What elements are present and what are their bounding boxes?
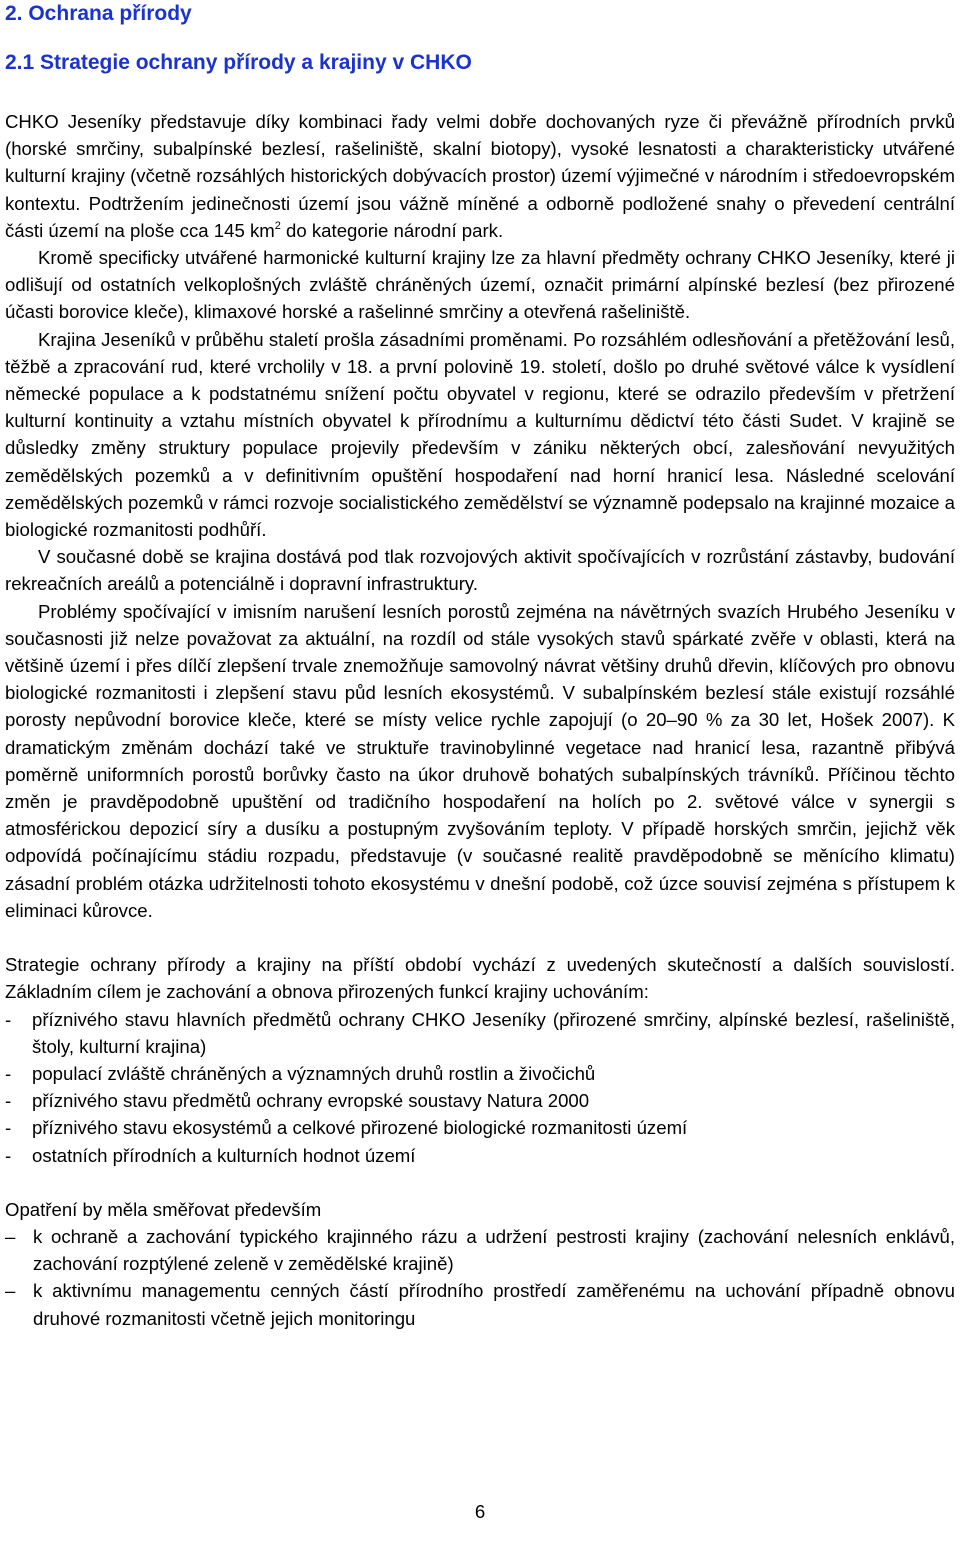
list-item-text: populací zvláště chráněných a významných druhů rostlin a živočichů (32, 1062, 596, 1084)
dash-bullet: - (5, 1144, 12, 1166)
list-item-text: příznivého stavu hlavních předmětů ochrany CHKO Jeseníky (přirozené smrčiny, alpínské bezlesí, rašeliniště, štoly, kulturní krajina) (32, 1008, 955, 1057)
section-heading: 2.1 Strategie ochrany přírody a krajiny v CHKO (5, 51, 472, 74)
dash-bullet: - (5, 1090, 12, 1112)
document-page (5, 0, 955, 1332)
dash-bullet: - (5, 1062, 12, 1084)
paragraph-development-pressure: V současné době se krajina dostává pod tlak rozvojových aktivit spočívajících v rozrůstání zástavby, budování rekreačních areálů a potenciálně i dopravní infrastruktury. (5, 546, 955, 595)
page-number: 6 (474, 1501, 486, 1522)
list-item-text: příznivého stavu předmětů ochrany evropské soustavy Natura 2000 (32, 1090, 590, 1112)
list-item (5, 1142, 955, 1169)
list-item-text: k aktivnímu managementu cenných částí přírodního prostředí zaměřenému na uchování případně obnovu druhové rozmanitosti včetně jejich monitoringu (33, 1280, 955, 1329)
paragraph-landscape-history: Krajina Jeseníků v průběhu staletí prošla zásadními proměnami. Po rozsáhlém odlesňování a přetěžování lesů, těžbě a zpracování rud, které vrcholily v 18. a první polovině 19. století, došlo po druhé světové válce k vysídlení německé populace a k podstatnému snížení počtu obyvatel v regionu, které se odrazilo především v přetržení kulturní kontinuity a vztahu místních obyvatel k přírodnímu a kulturnímu dědictví této části Sudet. V krajině se důsledky změny struktury populace projevily především v zániku některých obcí, zalesňování nevyužitých zemědělských pozemků a v definitivním opuštění hospodaření nad horní hranicí lesa. Následné scelování zemědělských pozemků v rámci rozvoje socialistického zemědělství se významně podepsalo na krajinné mozaice a biologické rozmanitosti podhůří. (5, 328, 955, 541)
dash-bullet: - (5, 1008, 12, 1030)
list-item-text: příznivého stavu ekosystémů a celkové přirozené biologické rozmanitosti území (32, 1117, 688, 1139)
list-item (5, 1277, 955, 1331)
chapter-heading: 2. Ochrana přírody (5, 2, 192, 25)
list-item (5, 1114, 955, 1141)
list-item (5, 1223, 955, 1277)
dash-bullet: – (5, 1225, 16, 1247)
list-item-text: k ochraně a zachování typického krajinného rázu a udržení pestrosti krajiny (zachování nelesních enklávů, zachování rozptýlené zeleně v zemědělské krajině) (33, 1225, 955, 1275)
measures-title: Opatření by měla směřovat především (5, 1198, 322, 1220)
goals-list (5, 1006, 955, 1169)
list-item (5, 1060, 955, 1087)
measures-list (5, 1223, 955, 1332)
dash-bullet: – (5, 1280, 16, 1302)
paragraph-problems: Problémy spočívající v imisním narušení lesních porostů zejména na návětrných svazích Hrubého Jeseníku v současnosti již nelze považovat za aktuální, na rozdíl od stále vysokých stavů spárkaté zvěře v oblasti, která na většině území i přes dílčí zlepšení trvale znemožňuje samovolný návrat většiny druhů dřevin, klíčových pro obnovu biologické rozmanitosti i zlepšení stavu půd lesních ekosystémů. V subalpínském bezlesí stále existují rozsáhlé porosty nepůvodní borovice kleče, které se místy velice rychle zapojují (o 20–90 % za 30 let, Hošek 2007). K dramatickým změnám dochází také ve struktuře travinobylinné vegetace nad hranicí lesa, razantně přibývá poměrně uniformních porostů borůvky často na úkor druhově bohatých subalpínských trávníků. Příčinou těchto změn je pravděpodobně upuštění od tradičního hospodaření na holích po 2. světové válce v synergii s atmosférickou depozicí síry a dusíku a postupným zvyšováním teploty. V případě horských smrčin, jejichž věk odpovídá počínajícímu stádiu rozpadu, představuje (v současné realitě pravděpodobně se měnícího klimatu) zásadní problém otázka udržitelnosti tohoto ekosystému v dnešní podobě, což úzce souvisí zejména s přístupem k eliminaci kůrovce. (5, 600, 955, 921)
list-item (5, 1087, 955, 1114)
paragraph-intro-tail: do kategorie národní park. (280, 219, 504, 241)
list-item (5, 1006, 955, 1060)
paragraph-protection-subjects: Kromě specificky utvářené harmonické kulturní krajiny lze za hlavní předměty ochrany CHKO Jeseníky, které ji odlišují od ostatních velkoplošných zvláště chráněných území, označit primární alpínské bezlesí (bez přirozené účasti borovice kleče), klimaxové horské a rašelinné smrčiny a otevřená rašeliniště. (5, 247, 955, 323)
paragraph-strategy: Strategie ochrany přírody a krajiny na příští období vychází z uvedených skutečností a dalších souvislostí. Základním cílem je zachování a obnova přirozených funkcí krajiny uchováním: (5, 954, 955, 1003)
superscript-2: 2 (274, 219, 281, 232)
paragraph-intro-text: CHKO Jeseníky představuje díky kombinaci řady velmi dobře dochovaných ryze či převážně přírodních prvků (horské smrčiny, subalpínské bezlesí, rašeliniště, skalní biotopy), vysoké lesnatosti a charakteristicky utvářené kulturní krajiny (včetně rozsáhlých historických dobývacích prostor) území výjimečné v národním i středoevropském kontextu. Podtržením jedinečnosti území jsou vážně míněné a odborně podložené snahy o převedení centrální části území na ploše cca 145 km (5, 111, 955, 241)
paragraph-intro (5, 108, 955, 244)
list-item-text: ostatních přírodních a kulturních hodnot území (32, 1144, 416, 1166)
dash-bullet: - (5, 1117, 12, 1139)
